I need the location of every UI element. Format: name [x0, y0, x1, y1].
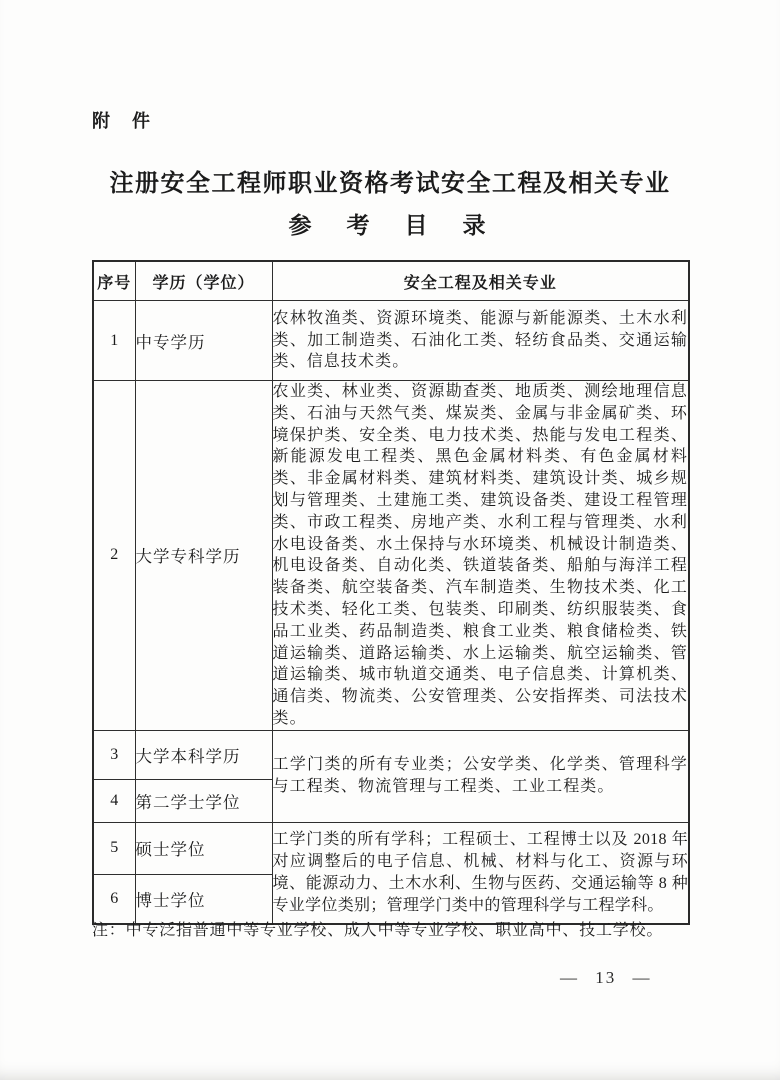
serial-number-cell: 4 — [93, 779, 135, 822]
header-education-degree: 学历（学位） — [135, 261, 272, 301]
serial-number-cell: 3 — [93, 730, 135, 779]
table-row — [93, 822, 689, 874]
degree-cell: 博士学位 — [135, 874, 272, 924]
serial-number-cell: 2 — [93, 381, 135, 731]
table-header-row — [93, 261, 689, 301]
header-related-majors: 安全工程及相关专业 — [272, 261, 689, 301]
majors-cell: 农业类、林业类、资源勘查类、地质类、测绘地理信息类、石油与天然气类、煤炭类、金属与非金属矿类、环境保护类、安全类、电力技术类、热能与发电工程类、新能源发电工程类、黑色金属材料类、有色金属材料类、非金属材料类、建筑材料类、建筑设计类、城乡规划与管理类、土建施工类、建筑设备类、建设工程管理类、市政工程类、房地产类、水利工程与管理类、水利水电设备类、水土保持与水环境类、机械设计制造类、机电设备类、自动化类、铁道装备类、船舶与海洋工程装备类、航空装备类、汽车制造类、生物技术类、化工技术类、轻化工类、包装类、印刷类、纺织服装类、食品工业类、药品制造类、粮食工业类、粮食储检类、铁道运输类、道路运输类、水上运输类、航空运输类、管道运输类、城市轨道交通类、电子信息类、计算机类、通信类、物流类、公安管理类、公安指挥类、司法技术类。 — [272, 381, 689, 731]
serial-number-cell: 1 — [93, 301, 135, 381]
degree-cell: 第二学士学位 — [135, 779, 272, 822]
degree-cell: 大学专科学历 — [135, 381, 272, 731]
serial-number-cell: 5 — [93, 822, 135, 874]
page-title: 注册安全工程师职业资格考试安全工程及相关专业 — [109, 170, 671, 197]
majors-cell-merged: 工学门类的所有学科；工程硕士、工程博士以及 2018 年对应调整后的电子信息、机械、材料与化工、资源与环境、能源动力、土木水利、生物与医药、交通运输等 8 种专业学位类别；管理学门类中的管理科学与工程学科。 — [272, 822, 689, 924]
table-row — [93, 730, 689, 779]
degree-cell: 中专学历 — [135, 301, 272, 381]
degree-cell: 大学本科学历 — [135, 730, 272, 779]
majors-cell-merged: 工学门类的所有专业类；公安学类、化学类、管理科学与工程类、物流管理与工程类、工业工程类。 — [272, 730, 689, 822]
appendix-label: 附 件 — [92, 111, 152, 131]
table-row — [93, 301, 689, 381]
majors-cell: 农林牧渔类、资源环境类、能源与新能源类、土木水利类、加工制造类、石油化工类、轻纺食品类、交通运输类、信息技术类。 — [272, 301, 689, 381]
page-number: — 13 — — [560, 968, 652, 987]
degree-cell: 硕士学位 — [135, 822, 272, 874]
serial-number-cell: 6 — [93, 874, 135, 924]
table-row — [93, 381, 689, 731]
footnote: 注：中专泛指普通中等专业学校、成人中等专业学校、职业高中、技工学校。 — [92, 922, 664, 939]
page-subtitle: 参 考 目 录 — [288, 212, 492, 238]
header-serial-number: 序号 — [93, 261, 135, 301]
majors-catalog-table — [92, 260, 690, 925]
